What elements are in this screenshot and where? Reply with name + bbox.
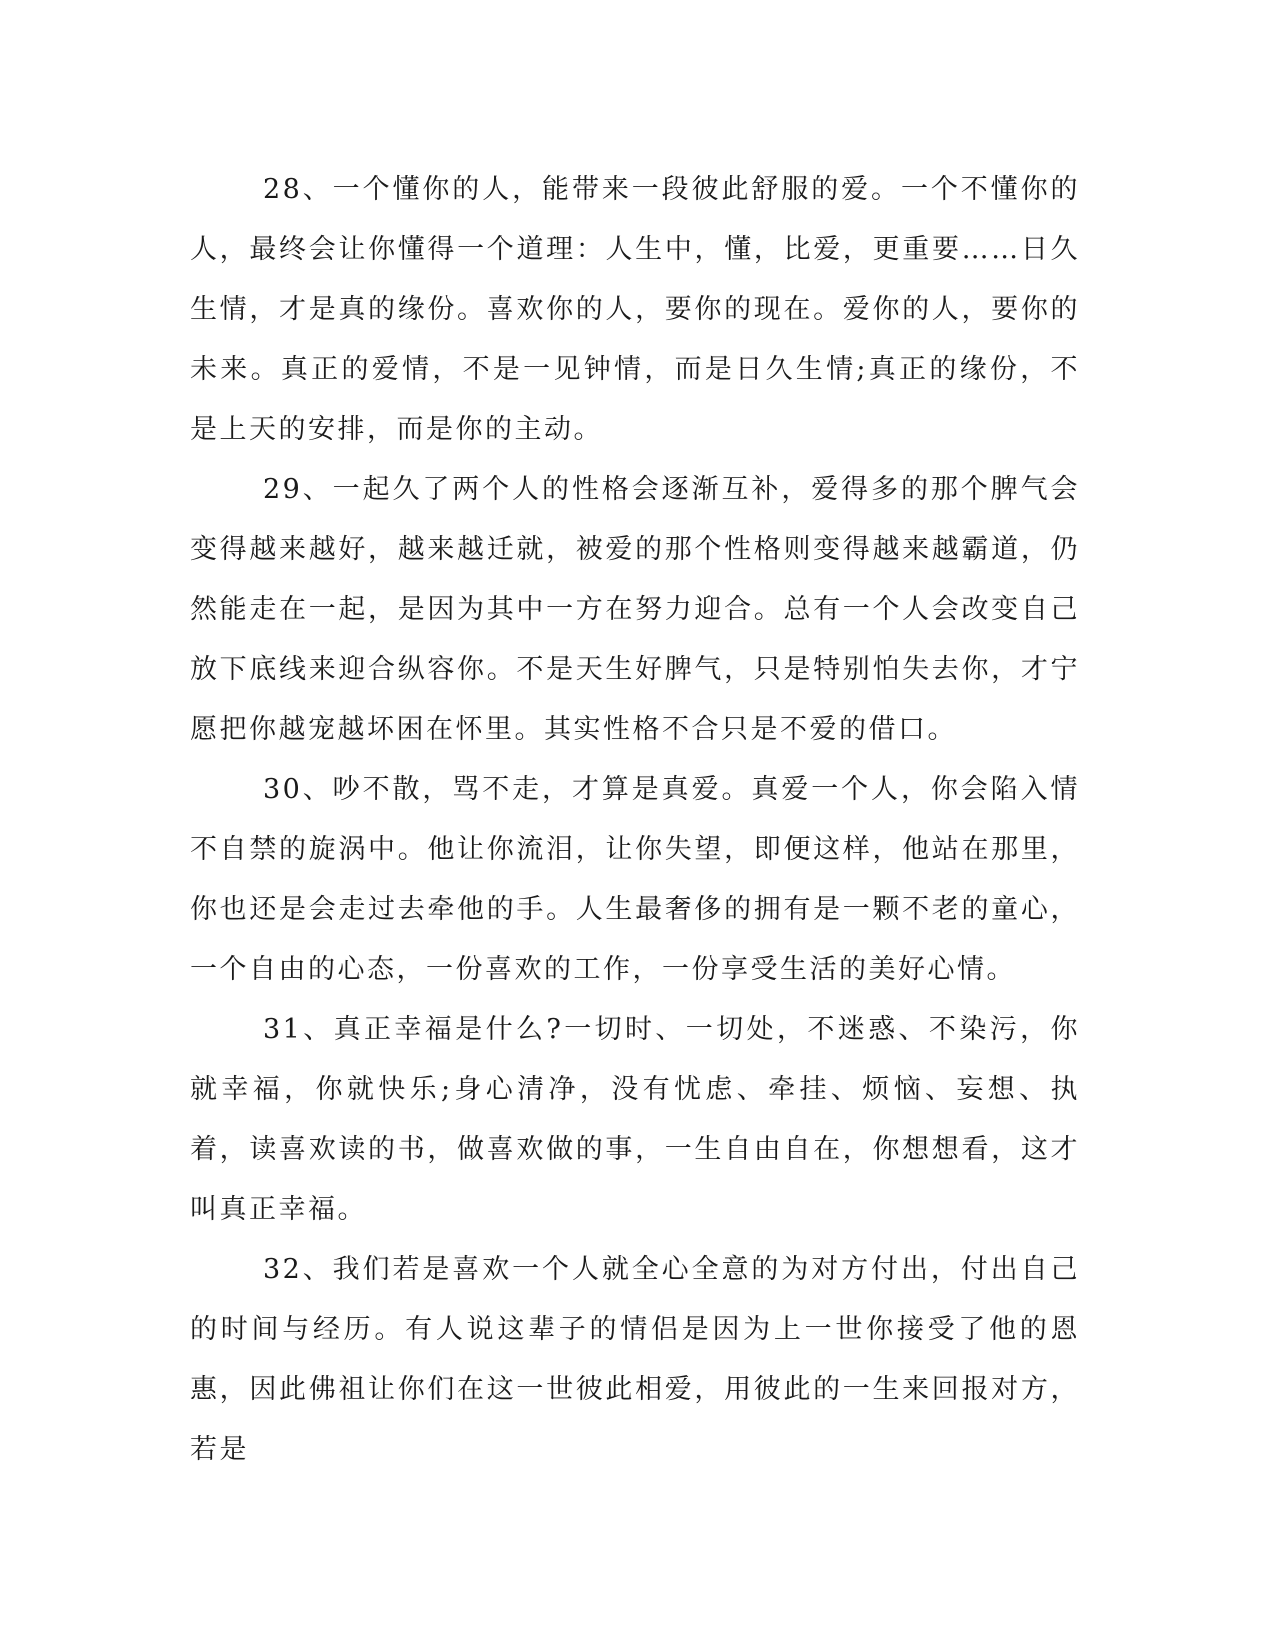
paragraph-32: 32、我们若是喜欢一个人就全心全意的为对方付出，付出自己的时间与经历。有人说这辈子的情侣是因为上一世你接受了他的恩惠，因此佛祖让你们在这一世彼此相爱，用彼此的一生来回报对方，若是 — [190, 1254, 1080, 1465]
document-body — [190, 160, 1080, 1480]
paragraph-28: 28、一个懂你的人，能带来一段彼此舒服的爱。一个不懂你的人，最终会让你懂得一个道理：人生中，懂，比爱，更重要……日久生情，才是真的缘份。喜欢你的人，要你的现在。爱你的人，要你的未来。真正的爱情，不是一见钟情，而是日久生情;真正的缘份，不是上天的安排，而是你的主动。 — [190, 174, 1080, 445]
paragraph-31: 31、真正幸福是什么?一切时、一切处，不迷惑、不染污，你就幸福，你就快乐;身心清净，没有忧虑、牵挂、烦恼、妄想、执着，读喜欢读的书，做喜欢做的事，一生自由自在，你想想看，这才叫真正幸福。 — [190, 1014, 1080, 1225]
paragraph-30: 30、吵不散，骂不走，才算是真爱。真爱一个人，你会陷入情不自禁的旋涡中。他让你流泪，让你失望，即便这样，他站在那里，你也还是会走过去牵他的手。人生最奢侈的拥有是一颗不老的童心，一个自由的心态，一份喜欢的工作，一份享受生活的美好心情。 — [190, 774, 1080, 985]
paragraph-29: 29、一起久了两个人的性格会逐渐互补，爱得多的那个脾气会变得越来越好，越来越迁就，被爱的那个性格则变得越来越霸道，仍然能走在一起，是因为其中一方在努力迎合。总有一个人会改变自己放下底线来迎合纵容你。不是天生好脾气，只是特别怕失去你，才宁愿把你越宠越坏困在怀里。其实性格不合只是不爱的借口。 — [190, 474, 1080, 745]
